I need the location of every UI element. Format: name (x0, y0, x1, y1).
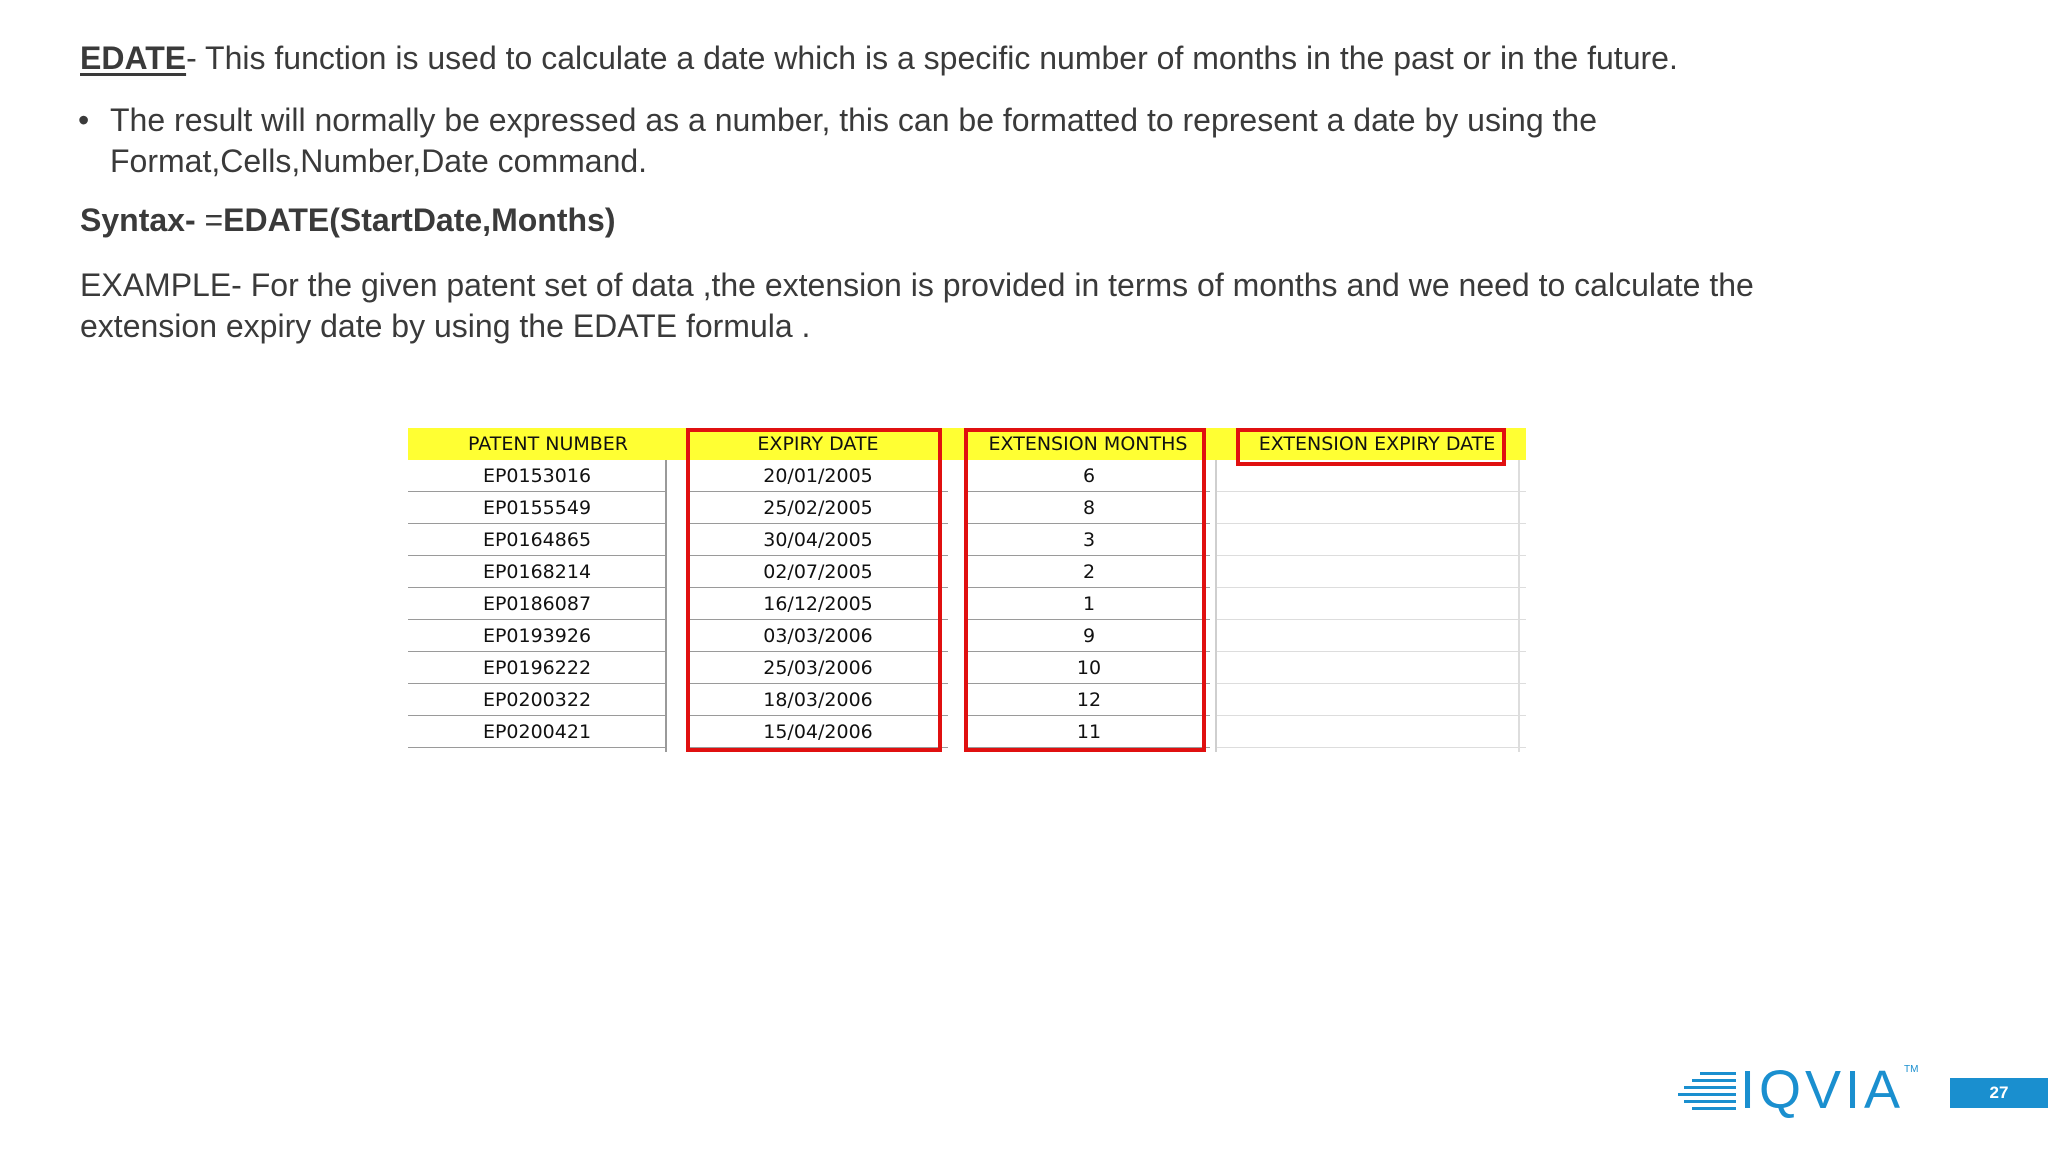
example-paragraph (80, 265, 1754, 347)
table-cell-empty (1216, 524, 1526, 556)
table-cell-months: 10 (968, 652, 1210, 684)
header-extension-expiry-date: EXTENSION EXPIRY DATE (1228, 428, 1526, 460)
table-cell-empty (1216, 652, 1526, 684)
table-cell-patent: EP0153016 (408, 460, 666, 492)
highlight-expiry-date (686, 428, 942, 752)
table-cell-patent: EP0196222 (408, 652, 666, 684)
table-cell-expiry: 03/03/2006 (688, 620, 948, 652)
highlight-extension-months (964, 428, 1206, 752)
iqvia-lines-icon (1678, 1072, 1738, 1114)
table-cell-expiry: 25/02/2005 (688, 492, 948, 524)
table-cell-empty (1216, 588, 1526, 620)
example-line-2: extension expiry date by using the EDATE formula . (80, 308, 811, 344)
table-cell-expiry: 25/03/2006 (688, 652, 948, 684)
header-extension-months: EXTENSION MONTHS (948, 428, 1228, 460)
syntax-eq: = (195, 202, 224, 238)
table-cell-patent: EP0164865 (408, 524, 666, 556)
syntax-label: Syntax- (80, 202, 196, 238)
table-cell-expiry: 20/01/2005 (688, 460, 948, 492)
table-cell-months: 11 (968, 716, 1210, 748)
syntax-formula: EDATE(StartDate,Months) (223, 202, 616, 238)
table-cell-months: 1 (968, 588, 1210, 620)
table-cell-patent: EP0168214 (408, 556, 666, 588)
intro-description: - This function is used to calculate a date which is a specific number of months in the past or in the future. (186, 40, 1678, 76)
table-cell-empty (1216, 684, 1526, 716)
table-cell-months: 2 (968, 556, 1210, 588)
table-cell-patent: EP0200421 (408, 716, 666, 748)
table-cell-expiry: 02/07/2005 (688, 556, 948, 588)
grid-line (665, 460, 667, 752)
edate-term: EDATE (80, 40, 187, 76)
table-cell-patent: EP0186087 (408, 588, 666, 620)
table-cell-months: 3 (968, 524, 1210, 556)
table-cell-months: 12 (968, 684, 1210, 716)
bullet-line-2: Format,Cells,Number,Date command. (110, 143, 648, 179)
table-cell-empty (1216, 716, 1526, 748)
syntax-line (80, 200, 615, 241)
example-line-1: EXAMPLE- For the given patent set of data ,the extension is provided in terms of months and we need to calculate the (80, 267, 1754, 303)
table-cell-months: 8 (968, 492, 1210, 524)
grid-line (1215, 460, 1217, 752)
table-cell-expiry: 30/04/2005 (688, 524, 948, 556)
bullet-text (110, 100, 1597, 182)
table-cell-empty (1216, 620, 1526, 652)
column-patent-number (408, 460, 666, 748)
header-patent-number: PATENT NUMBER (408, 428, 688, 460)
table-cell-patent: EP0200322 (408, 684, 666, 716)
table-cell-expiry: 16/12/2005 (688, 588, 948, 620)
grid-line (1518, 460, 1520, 752)
bullet-marker: • (78, 102, 90, 138)
highlight-extension-expiry-header (1236, 428, 1506, 466)
table-cell-patent: EP0155549 (408, 492, 666, 524)
bullet-line-1: The result will normally be expressed as a number, this can be formatted to represent a date by using the (110, 102, 1598, 138)
iqvia-logo (1678, 1060, 1919, 1120)
logo-trademark: TM (1904, 1064, 1919, 1075)
logo-text: IQVIA (1740, 1060, 1905, 1120)
table-cell-expiry: 15/04/2006 (688, 716, 948, 748)
table-cell-empty (1216, 556, 1526, 588)
table-cell-expiry: 18/03/2006 (688, 684, 948, 716)
column-extension-expiry-date (1216, 460, 1526, 748)
table-cell-months: 9 (968, 620, 1210, 652)
intro-paragraph (80, 38, 1678, 79)
page-number: 27 (1950, 1078, 2048, 1108)
patent-table (408, 428, 1526, 752)
table-cell-months: 6 (968, 460, 1210, 492)
table-cell-patent: EP0193926 (408, 620, 666, 652)
table-cell-empty (1216, 492, 1526, 524)
header-expiry-date: EXPIRY DATE (688, 428, 948, 460)
